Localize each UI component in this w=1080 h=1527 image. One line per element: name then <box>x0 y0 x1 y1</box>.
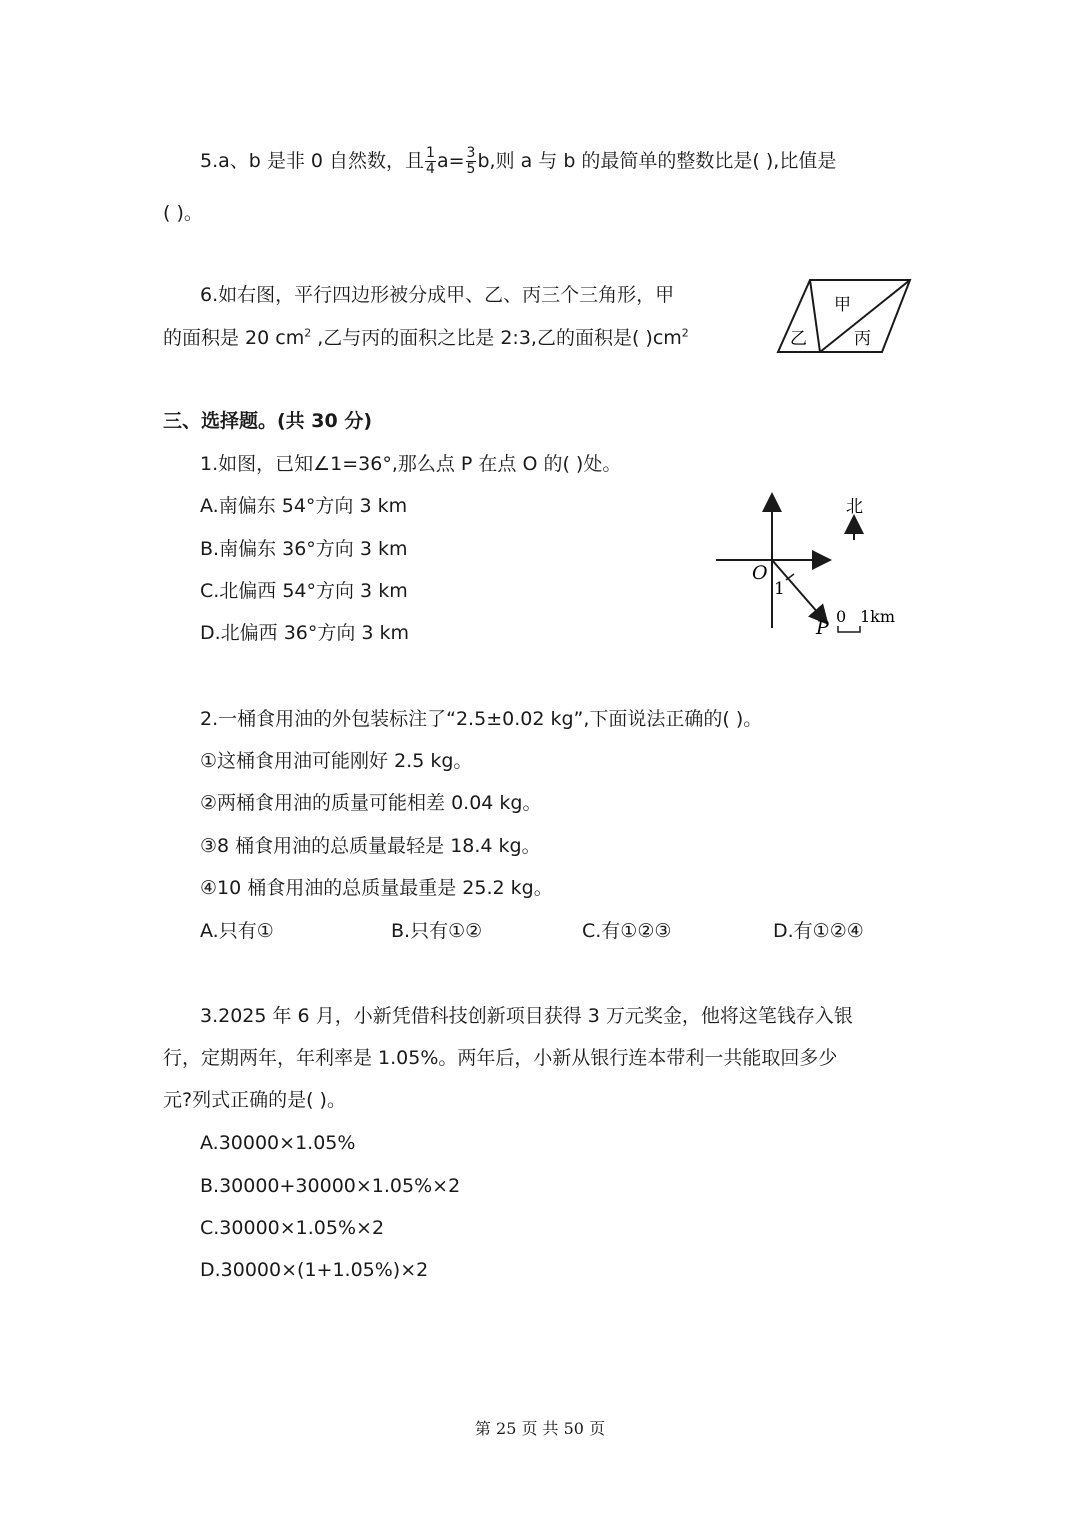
c2-statement-4: ④10 桶食用油的总质量最重是 25.2 kg。 <box>200 877 553 899</box>
q5-prefix: 5.a、b 是非 0 自然数，且 <box>200 150 425 172</box>
c1-option-a[interactable]: A.南偏东 54°方向 3 km <box>200 495 408 517</box>
q5-line2: ( )。 <box>163 202 203 224</box>
label-jia: 甲 <box>834 295 851 315</box>
label-origin: O <box>752 562 768 584</box>
c3-stem-line3: 元?列式正确的是( )。 <box>163 1089 346 1111</box>
c3-stem-line2: 行，定期两年，年利率是 1.05%。两年后，小新从银行连本带利一共能取回多少 <box>163 1047 838 1069</box>
c1-stem: 1.如图，已知∠1=36°,那么点 P 在点 O 的( )处。 <box>200 453 622 475</box>
diagonal-left <box>810 280 820 352</box>
q6-line1: 6.如右图，平行四边形被分成甲、乙、丙三个三角形，甲 <box>200 284 675 306</box>
c2-option-d[interactable]: D.有①②④ <box>773 920 864 942</box>
c2-statement-1: ①这桶食用油可能刚好 2.5 kg。 <box>200 750 473 772</box>
c2-option-c[interactable]: C.有①②③ <box>582 920 672 942</box>
c1-option-c[interactable]: C.北偏西 54°方向 3 km <box>200 580 408 602</box>
fraction-three-fifths: $\frac{3}{5}$ <box>466 145 476 177</box>
scale-unit: 1km <box>860 607 896 626</box>
c2-statement-2: ②两桶食用油的质量可能相差 0.04 kg。 <box>200 792 542 814</box>
parallelogram-figure <box>770 272 920 362</box>
scale-zero: 0 <box>836 607 847 626</box>
c2-statement-3: ③8 桶食用油的总质量最轻是 18.4 kg。 <box>200 835 541 857</box>
c3-option-b[interactable]: B.30000+30000×1.05%×2 <box>200 1175 461 1197</box>
fraction-one-quarter: $\frac{1}{4}$ <box>426 145 435 177</box>
q5-line1 <box>200 146 836 177</box>
q6-line2: 的面积是 20 $cm^2$ ,乙与丙的面积之比是 2:3,乙的面积是( )$cm^2$ <box>163 326 689 349</box>
label-yi: 乙 <box>790 329 807 349</box>
c1-option-d[interactable]: D.北偏西 36°方向 3 km <box>200 622 410 644</box>
label-bing: 丙 <box>854 329 871 349</box>
q5-mid: a= <box>436 150 465 172</box>
c3-option-a[interactable]: A.30000×1.05% <box>200 1132 356 1154</box>
c3-option-d[interactable]: D.30000×(1+1.05%)×2 <box>200 1259 429 1281</box>
c2-option-b[interactable]: B.只有①② <box>391 920 483 942</box>
section-title: 三、选择题。(共 30 分) <box>163 410 373 432</box>
c3-option-c[interactable]: C.30000×1.05%×2 <box>200 1217 385 1239</box>
q5-suffix: b,则 a 与 b 的最简单的整数比是( ),比值是 <box>477 150 837 172</box>
scale-bar <box>838 626 860 632</box>
compass-figure <box>710 488 910 638</box>
label-angle: 1 <box>774 579 785 599</box>
c2-option-a[interactable]: A.只有① <box>200 920 274 942</box>
c1-option-b[interactable]: B.南偏东 36°方向 3 km <box>200 538 408 560</box>
label-point: P <box>816 617 829 639</box>
c2-stem: 2.一桶食用油的外包装标注了“2.5±0.02 kg”,下面说法正确的( )。 <box>200 708 763 730</box>
page-number: 第 25 页 共 50 页 <box>474 1419 606 1438</box>
north-label: 北 <box>846 497 863 517</box>
c3-stem-line1: 3.2025 年 6 月，小新凭借科技创新项目获得 3 万元奖金，他将这笔钱存入银 <box>200 1005 853 1027</box>
